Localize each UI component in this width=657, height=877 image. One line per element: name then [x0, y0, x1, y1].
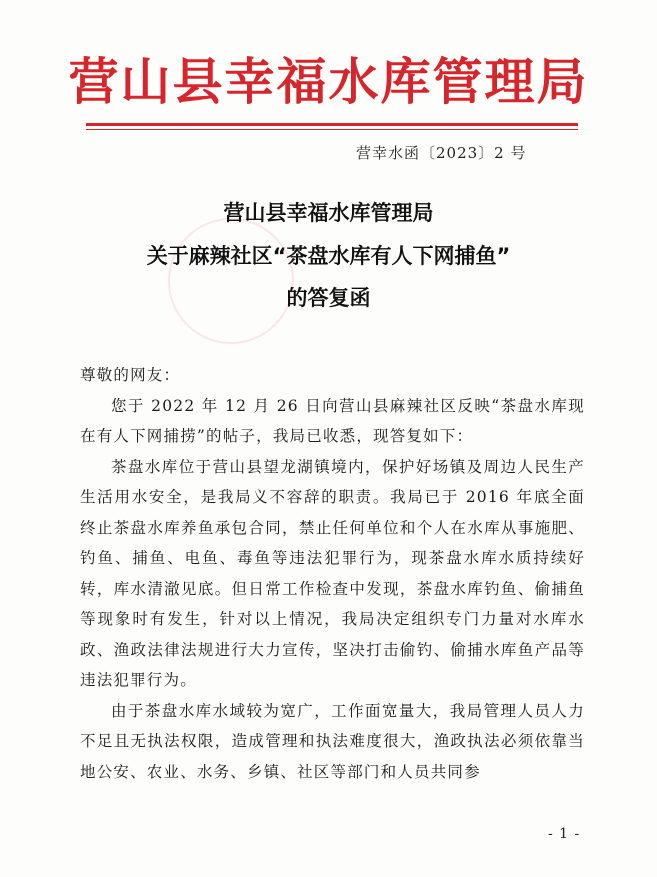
paragraph-1: 您于 2022 年 12 月 26 日向营山县麻辣社区反映“茶盘水库现在有人下网捕捞”的帖子，我局已收悉，现答复如下： [80, 396, 585, 445]
salutation: 尊敬的网友： [80, 366, 181, 384]
paragraph-3: 由于茶盘水库水域较为宽广，工作面宽量大，我局管理人员人力不足且无执法权限，造成管理和执法难度很大，渔政执法必须依靠当地公安、农业、水务、乡镇、社区等部门和人员共同参 [80, 701, 585, 781]
letterhead-red-rule [86, 123, 578, 126]
paragraph-2: 茶盘水库位于营山县望龙湖镇境内，保护好场镇及周边人民生产生活用水安全，是我局义不容辞的职责。我局已于 2016 年底全面终止茶盘水库养鱼承包合同，禁止任何单位和个人在水库从事施肥、钓鱼、捕鱼、电鱼、毒鱼等违法犯罪行为，现茶盘水库水质持续好转，库水清澈见底。但日常工作检查中发现，茶盘水库钓鱼、偷捕鱼等现象时有发生，针对以上情况，我局决定组织专门力量对水库水政、渔政法律法规进行大力宣传，坚决打击偷钓、偷捕水库鱼产品等违法犯罪行为。 [80, 457, 585, 689]
faded-seal-stamp [168, 218, 294, 344]
letterhead-title: 营山县幸福水库管理局 [68, 52, 589, 111]
letter-body [80, 360, 585, 787]
document-title-line-1: 营山县幸福水库管理局 [223, 201, 434, 225]
letterhead-red-rule-thin [86, 129, 578, 130]
document-title-line-3: 的答复函 [286, 286, 371, 310]
document-title-line-2: 关于麻辣社区“茶盘水库有人下网捕鱼” [146, 244, 511, 268]
page-number: - 1 - [548, 826, 581, 842]
document-number: 营幸水函〔2023〕2 号 [356, 144, 527, 162]
